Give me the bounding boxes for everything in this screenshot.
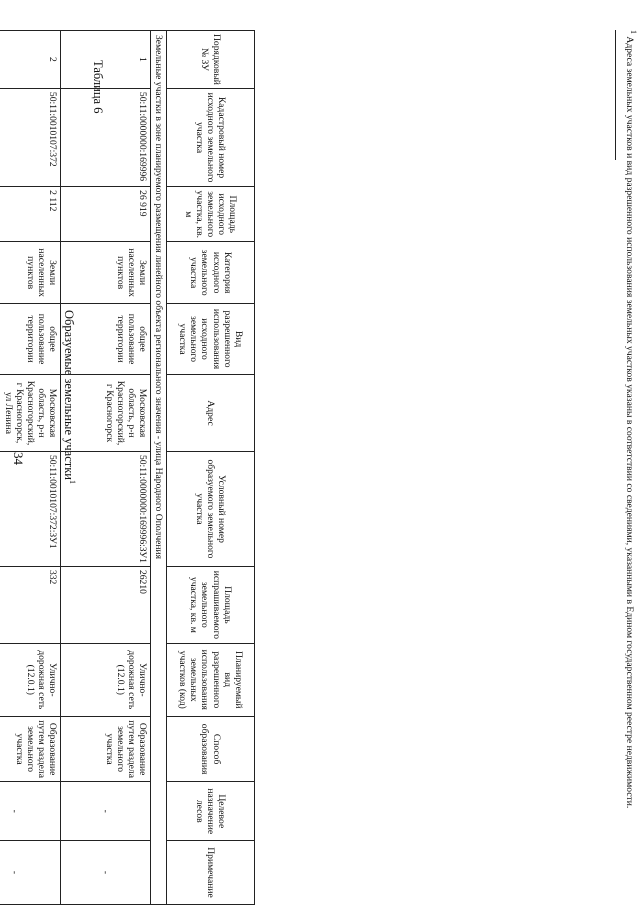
cadastral-number: 50:11:0000000:169996 bbox=[60, 88, 150, 186]
forest-purpose: - bbox=[60, 782, 150, 841]
new-plot-number: 50:11:0010107:372:ЗУ1 bbox=[0, 451, 60, 566]
header-cell: Примечание bbox=[167, 841, 255, 905]
header-cell: Способ образования bbox=[167, 716, 255, 782]
header-cell: Площадь испрашиваемого земельного участка, кв. м bbox=[167, 566, 255, 643]
row-number: 1 bbox=[60, 31, 150, 89]
footnote bbox=[623, 30, 638, 890]
zone-caption-row bbox=[150, 31, 166, 905]
land-category: Земли населенных пунктов bbox=[0, 242, 60, 304]
source-area: 2 112 bbox=[0, 187, 60, 242]
footnote-mark: 1 bbox=[629, 30, 638, 34]
title-text: Образуемые земельные участки bbox=[61, 310, 76, 480]
land-plots-table bbox=[0, 30, 255, 905]
header-cell: Кадастровый номер исходного земельного участка bbox=[167, 88, 255, 186]
cadastral-number: 50:11:0010107:372 bbox=[0, 88, 60, 186]
forest-purpose: - bbox=[0, 782, 60, 841]
new-plot-number: 50:11:0000000:169996:ЗУ1 bbox=[60, 451, 150, 566]
requested-area: 332 bbox=[0, 566, 60, 643]
header-cell: Площадь исходного земельного участка, кв. м bbox=[167, 187, 255, 242]
table-row bbox=[0, 31, 60, 905]
footnote-divider bbox=[615, 30, 616, 160]
header-cell: Планируемый вид разрешенного использования земельных участков (код) bbox=[167, 643, 255, 716]
note: - bbox=[60, 841, 150, 905]
header-cell: Условный номер образуемого земельного участка bbox=[167, 451, 255, 566]
header-row bbox=[167, 31, 255, 905]
table-row bbox=[60, 31, 150, 905]
note: - bbox=[0, 841, 60, 905]
title-footnote-mark: 1 bbox=[68, 479, 77, 484]
requested-area: 26210 bbox=[60, 566, 150, 643]
page-number: 34 bbox=[11, 452, 26, 465]
formation-method: Образование путем раздела земельного участка bbox=[0, 716, 60, 782]
footnote-text: Адреса земельных участков и вид разрешенного использования земельных участков указаны в соответствии со сведениями, указанными в Едином государственном реестре недвижимости. bbox=[623, 36, 635, 809]
row-number: 2 bbox=[0, 31, 60, 89]
land-category: Земли населенных пунктов bbox=[60, 242, 150, 304]
planned-use: Улично-дорожная сеть (12.0.1) bbox=[60, 643, 150, 716]
header-cell: Категория исходного земельного участка bbox=[167, 242, 255, 304]
header-cell: Порядковый № ЗУ bbox=[167, 31, 255, 89]
header-cell: Вид разрешенного использования исходного земельного участка bbox=[167, 303, 255, 374]
source-permitted-use: общее пользование территории bbox=[60, 303, 150, 374]
header-cell: Целевое назначение лесов bbox=[167, 782, 255, 841]
address: Московская область, р-н Красногорский, г Красногорск bbox=[60, 375, 150, 452]
formation-method: Образование путем раздела земельного участка bbox=[60, 716, 150, 782]
header-cell: Адрес bbox=[167, 375, 255, 452]
source-area: 26 919 bbox=[60, 187, 150, 242]
source-permitted-use: общее пользование территории bbox=[0, 303, 60, 374]
table-label: Таблица 6 bbox=[91, 60, 105, 114]
address: Московская область, р-н Красногорский, г Красногорск, ул Ленина bbox=[0, 375, 60, 452]
zone-caption: Земельные участки в зоне планируемого размещения линейного объекта регионального значения - улица Народного Ополчения bbox=[150, 31, 166, 905]
planned-use: Улично-дорожная сеть (12.0.1) bbox=[0, 643, 60, 716]
